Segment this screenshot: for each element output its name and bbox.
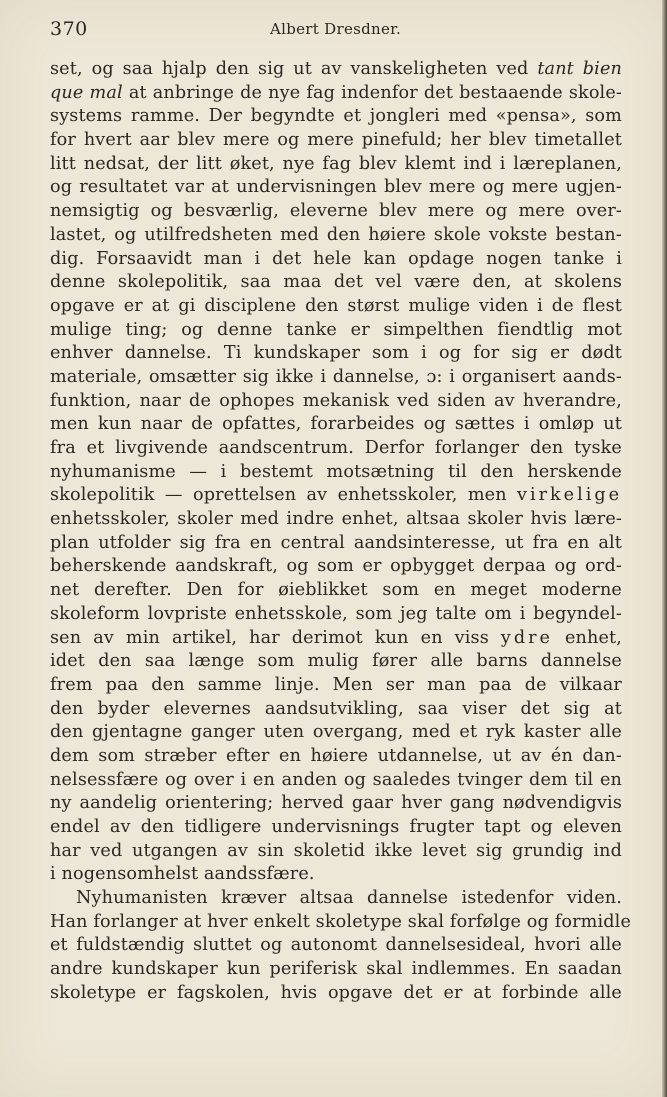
text-line: denne skolepolitik, saa maa det vel være den, at skolens [50, 272, 622, 293]
page-header [50, 18, 627, 46]
page-number: 370 [50, 18, 88, 40]
text-line: litt nedsat, der litt øket, nye fag blev klemt ind i læreplanen, [50, 153, 622, 174]
text-line: nelsessfære og over i en anden og saaledes tvinger dem til en [50, 769, 622, 790]
text-line: nemsigtig og besværlig, eleverne blev mere og mere over- [50, 201, 622, 222]
text-line: lastet, og utilfredsheten med den høiere skole vokste bestan- [50, 224, 622, 245]
text-line: sen av min artikel, har derimot kun en viss ydre enhet, [50, 627, 622, 648]
text-line: beherskende aandskraft, og som er opbygget derpaa og ord- [50, 556, 622, 577]
text-line: enhver dannelse. Ti kundskaper som i og for sig er dødt [50, 343, 622, 364]
text-line: skoletype er fagskolen, hvis opgave det er at forbinde alle [50, 982, 622, 1003]
running-head: Albert Dresdner. [270, 20, 402, 38]
text-line: i nogensomhelst aandssfære. [50, 864, 315, 885]
text-line: frem paa den samme linje. Men ser man paa de vilkaar [50, 674, 622, 695]
text-line: et fuldstændig sluttet og autonomt dannelsesideal, hvori alle [50, 935, 622, 956]
text-line: dem som stræber efter en høiere utdannelse, ut av én dan- [50, 745, 622, 766]
text-line: Nyhumanisten kræver altsaa dannelse istedenfor viden. [76, 888, 622, 909]
text-line: set, og saa hjalp den sig ut av vanskeligheten ved tant bien [50, 59, 622, 79]
text-line: que mal at anbringe de nye fag indenfor det bestaaende skole- [50, 82, 622, 103]
text-line: idet den saa længe som mulig fører alle barns dannelse [50, 651, 622, 672]
text-line: net derefter. Den for øieblikket som en meget moderne [50, 580, 622, 601]
text-line: materiale, omsætter sig ikke i dannelse, ɔ: i organisert aands- [50, 366, 622, 387]
text-line: systems ramme. Der begyndte et jongleri med «pensa», som [50, 106, 622, 127]
page-edge-shadow [662, 0, 667, 1097]
text-line: dig. Forsaavidt man i det hele kan opdage nogen tanke i [50, 248, 622, 269]
text-line: skoleform lovpriste enhetsskole, som jeg talte om i begyndel- [50, 603, 622, 624]
text-line: fra et livgivende aandscentrum. Derfor forlanger den tyske [50, 438, 622, 458]
body-text [50, 58, 632, 1006]
text-line: enhetsskoler, skoler med indre enhet, altsaa skoler hvis lære- [50, 509, 622, 530]
text-line: har ved utgangen av sin skoletid ikke levet sig grundig ind [50, 840, 622, 861]
text-line: endel av den tidligere undervisnings frugter tapt og eleven [50, 817, 622, 837]
text-line: Han forlanger at hver enkelt skoletype skal forfølge og formidle [50, 911, 632, 932]
text-line: nyhumanisme — i bestemt motsætning til den herskende [50, 461, 622, 482]
text-line: andre kundskaper kun periferisk skal indlemmes. En saadan [50, 959, 622, 980]
text-line: plan utfolder sig fra en central aandsinteresse, ut fra en alt [50, 532, 622, 553]
text-line: og resultatet var at undervisningen blev mere og mere ugjen- [50, 177, 622, 198]
text-line: for hvert aar blev mere og mere pinefuld; her blev timetallet [50, 130, 622, 151]
text-line: ny aandelig orientering; herved gaar hver gang nødvendigvis [50, 793, 622, 814]
text-line: opgave er at gi disciplene den størst mulige viden i de flest [50, 295, 622, 316]
text-line: den byder elevernes aandsutvikling, saa viser det sig at [50, 698, 622, 719]
text-line: mulige ting; og denne tanke er simpelthen fiendtlig mot [50, 319, 622, 340]
text-line: den gjentagne ganger uten overgang, med et ryk kaster alle [50, 722, 622, 743]
text-line: skolepolitik — oprettelsen av enhetsskoler, men virkelige [50, 485, 622, 506]
text-line: funktion, naar de ophopes mekanisk ved siden av hverandre, [50, 390, 622, 411]
text-line: men kun naar de opfattes, forarbeides og sættes i omløp ut [50, 414, 622, 435]
